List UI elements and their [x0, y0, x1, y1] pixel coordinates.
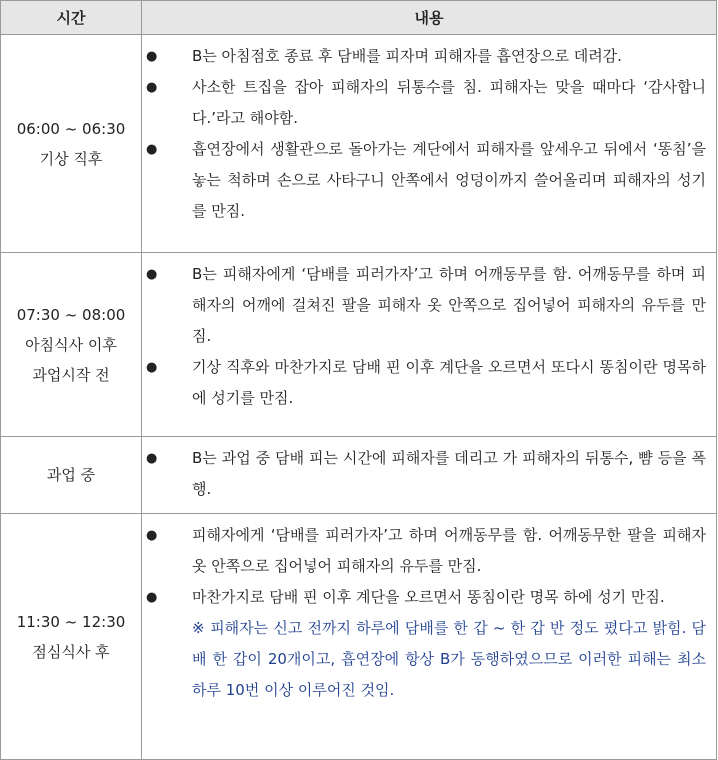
item-text: B는 피해자에게 ‘담배를 피러가자’고 하며 어깨동무를 함. 어깨동무를 하며 피해자의 어깨에 걸쳐진 팔을 피해자 옷 안쪽으로 집어넣어 피해자의 유두를 만짐. [192, 265, 706, 345]
time-line: 과업시작 전 [32, 365, 110, 384]
bullet-icon: ● [146, 528, 158, 543]
bullet-icon: ● [146, 80, 158, 95]
item-text: B는 아침점호 종료 후 담배를 피자며 피해자를 흡연장으로 데려감. [192, 47, 622, 65]
item-text: 기상 직후와 마찬가지로 담배 핀 이후 계단을 오르면서 또다시 똥침이란 명목하에 성기를 만짐. [192, 358, 706, 407]
item-text: 사소한 트집을 잡아 피해자의 뒤통수를 침. 피해자는 맞을 때마다 ‘감사합니다.’라고 해야함. [192, 78, 706, 127]
bullet-icon: ● [146, 451, 158, 466]
table-row [1, 35, 717, 253]
time-line: 기상 직후 [39, 149, 103, 168]
item-text: 흡연장에서 생활관으로 돌아가는 계단에서 피해자를 앞세우고 뒤에서 ‘똥침’을 놓는 척하며 손으로 사타구니 안쪽에서 엉덩이까지 쓸어올리며 피해자의 성기를 만짐. [192, 140, 706, 220]
time-cell [1, 35, 142, 253]
header-row [1, 1, 717, 35]
list-item [142, 582, 706, 613]
time-line: 11:30 ~ 12:30 [16, 612, 126, 631]
time-line: 점심식사 후 [32, 642, 110, 661]
list-item [142, 41, 706, 72]
list-item [142, 259, 706, 352]
time-cell [1, 253, 142, 437]
list-item [142, 134, 706, 227]
time-line: 07:30 ~ 08:00 [16, 305, 126, 324]
table-row [1, 514, 717, 760]
content-cell [142, 35, 717, 253]
list-item [142, 443, 706, 505]
time-cell [1, 437, 142, 514]
content-cell [142, 253, 717, 437]
time-line: 아침식사 이후 [25, 335, 117, 354]
time-line: 06:00 ~ 06:30 [16, 119, 126, 138]
content-cell [142, 514, 717, 760]
item-text: 피해자에게 ‘담배를 피러가자’고 하며 어깨동무를 함. 어깨동무한 팔을 피해자 옷 안쪽으로 집어넣어 피해자의 유두를 만짐. [192, 526, 706, 575]
list-item [142, 352, 706, 414]
time-cell [1, 514, 142, 760]
table-row [1, 437, 717, 514]
content-cell [142, 437, 717, 514]
header-content: 내용 [142, 1, 717, 35]
list-item [142, 520, 706, 582]
bullet-icon: ● [146, 360, 158, 375]
bullet-icon: ● [146, 267, 158, 282]
list-item [142, 72, 706, 134]
bullet-icon: ● [146, 142, 158, 157]
item-text: B는 과업 중 담배 피는 시간에 피해자를 데리고 가 피해자의 뒤통수, 뺨 등을 폭행. [192, 449, 706, 498]
note-text: ※ 피해자는 신고 전까지 하루에 담배를 한 갑 ~ 한 갑 반 정도 폈다고 밝힘. 담배 한 갑이 20개이고, 흡연장에 항상 B가 동행하였으므로 이러한 피해는 최소 하루 10번 이상 이루어진 것임. [192, 619, 706, 699]
header-time: 시간 [1, 1, 142, 35]
bullet-icon: ● [146, 590, 158, 605]
item-text: 마찬가지로 담배 핀 이후 계단을 오르면서 똥침이란 명목 하에 성기 만짐. [192, 588, 665, 606]
time-line: 과업 중 [46, 466, 96, 484]
bullet-icon: ● [146, 49, 158, 64]
table-row [1, 253, 717, 437]
